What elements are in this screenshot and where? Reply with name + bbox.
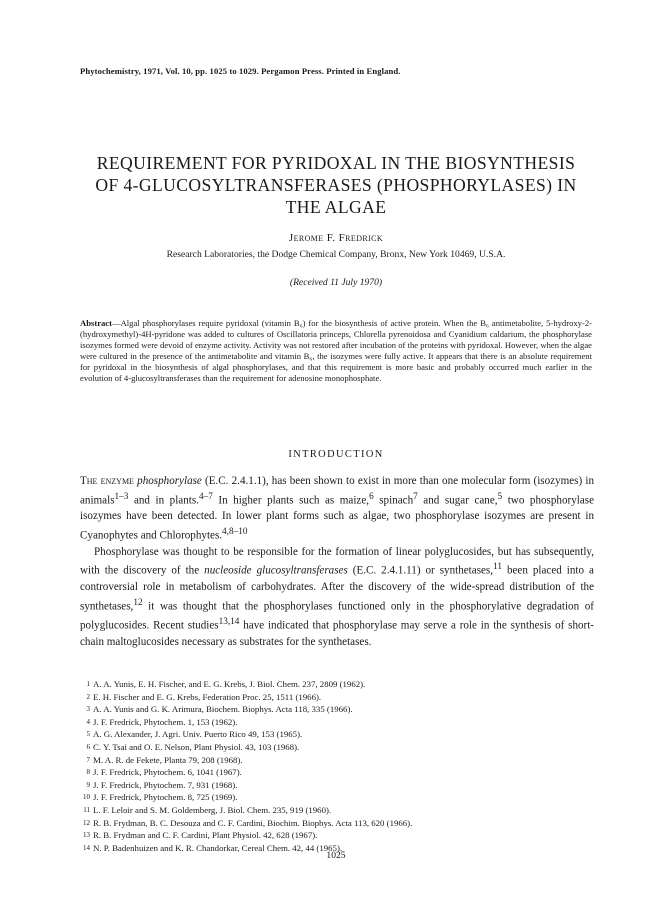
citation-superscript: 5 [497, 491, 503, 502]
reference-text: J. F. Fredrick, Phytochem. 7, 931 (1968). [93, 779, 238, 790]
intro-text: (E.C. 2.4.1.1), has been shown to exist in more than one molecular form (isozymes) in animals [80, 475, 594, 507]
reference-text: R. B. Frydman, B. C. Desouza and C. F. Cardini, Biochim. Biophys. Acta 113, 620 (1966). [93, 817, 413, 828]
reference-item [80, 728, 600, 741]
reference-number: 10 [83, 793, 90, 802]
intro-text: and in plants. [128, 494, 199, 507]
reference-number: 14 [83, 843, 90, 852]
abstract-text: —Algal phosphorylases require pyridoxal (vitamin B₆) for the biosynthesis of active protein. When the B₆ antimetabolite, 5-hydroxy-2-(hydroxymethyl)-4H-pyridone was added to cultures of Oscillatoria princeps, Chlorella pyrenoidosa and Cyanidium caldarium, the phosphorylase isozymes formed were devoid of enzyme activity. Activity was not restored after incubation of the proteins with pyridoxal. However, when the algae were cultured in the presence of the antimetabolite and vitamin B₆, the isozymes were fully active. It appears that there is an absolute requirement for pyridoxal in the biosynthesis of algal phosphorylases, and that this requirement is more basic and probably occurred much earlier in the evolution of 4-glucosyltransferases than the requirement for adenosine monophosphate. [80, 318, 592, 384]
reference-text: M. A. R. de Fekete, Planta 79, 208 (1968). [93, 754, 243, 765]
reference-item [80, 716, 600, 729]
citation-superscript: 4,8–10 [222, 527, 248, 538]
author-affiliation: Research Laboratories, the Dodge Chemical Company, Bronx, New York 10469, U.S.A. [166, 249, 506, 260]
paper-title [70, 152, 602, 218]
journal-header: Phytochemistry, 1971, Vol. 10, pp. 1025 to 1029. Pergamon Press. Printed in England. [80, 66, 401, 76]
reference-number: 3 [86, 705, 90, 714]
intro-text: (E.C. 2.4.1.11) or synthetases, [347, 565, 494, 578]
reference-text: L. F. Leloir and S. M. Goldemberg, J. Biol. Chem. 235, 919 (1960). [93, 804, 332, 815]
intro-text: and sugar cane, [417, 494, 498, 507]
introduction-body [80, 474, 594, 650]
reference-item [80, 779, 600, 792]
reference-number: 9 [86, 780, 90, 789]
reference-text: A. A. Yunis and G. K. Arimura, Biochem. Biophys. Acta 118, 335 (1966). [93, 704, 353, 715]
reference-number: 7 [86, 755, 90, 764]
reference-text: R. B. Frydman and C. F. Cardini, Plant Physiol. 42, 628 (1967). [93, 830, 318, 841]
citation-superscript: 7 [413, 491, 418, 502]
footnote-references [80, 678, 600, 854]
reference-number: 6 [86, 742, 90, 751]
reference-number: 1 [86, 680, 90, 688]
reference-number: 13 [83, 831, 90, 840]
abstract [80, 318, 592, 385]
reference-text: J. F. Fredrick, Phytochem. 6, 1041 (1967). [93, 767, 242, 778]
citation-superscript: 13,14 [218, 617, 240, 628]
reference-item [80, 678, 600, 691]
reference-item [80, 791, 600, 804]
intro-text: been placed into a controversial role in metabolism of carbohydrates. After the discovery of the wide-spread distribution of the synthetases, [80, 565, 594, 613]
intro-text: it was thought that the phosphorylases functioned only in the phosphorylative degradation of polyglucosides. Recent studies [80, 600, 594, 632]
intro-lead-words: The enzyme [80, 475, 134, 487]
intro-term-glucosyltransferases: nucleoside glucosyltransferases [204, 565, 348, 578]
received-date: (Received 11 July 1970) [289, 277, 383, 288]
reference-number: 5 [86, 730, 90, 739]
reference-item [80, 691, 600, 704]
intro-paragraph-2 [80, 545, 594, 651]
section-heading-introduction: INTRODUCTION [288, 449, 384, 460]
citation-superscript: 11 [493, 562, 502, 573]
reference-text: J. F. Fredrick, Phytochem. 1, 153 (1962). [93, 716, 238, 727]
reference-number: 2 [86, 692, 90, 701]
reference-number: 4 [86, 717, 90, 726]
reference-text: A. A. Yunis, E. H. Fischer, and E. G. Krebs, J. Biol. Chem. 237, 2809 (1962). [93, 679, 366, 689]
title-line-3: THE ALGAE [285, 197, 387, 217]
title-line-2: OF 4-GLUCOSYLTRANSFERASES (PHOSPHORYLASES) IN [95, 175, 577, 195]
intro-paragraph-1 [80, 474, 594, 545]
reference-number: 8 [86, 768, 90, 777]
author-name: Jerome F. Fredrick [288, 232, 384, 244]
reference-item [80, 829, 600, 842]
reference-number: 11 [83, 805, 90, 814]
reference-text: J. F. Fredrick, Phytochem. 8, 725 (1969). [93, 792, 238, 803]
reference-item [80, 804, 600, 817]
reference-text: A. G. Alexander, J. Agri. Univ. Puerto Rico 49, 153 (1965). [93, 729, 303, 740]
citation-superscript: 4–7 [198, 491, 213, 502]
citation-superscript: 6 [369, 491, 374, 502]
citation-superscript: 1–3 [114, 491, 129, 502]
intro-text: two phosphorylase isozymes have been detected. In lower plant forms such as algae, two phosphorylase isozymes are present in Cyanophytes and Chlorophytes. [80, 494, 594, 542]
intro-term-phosphorylase: phosphorylase [137, 475, 202, 487]
reference-item [80, 741, 600, 754]
reference-item [80, 766, 600, 779]
reference-number: 12 [83, 818, 90, 827]
reference-item [80, 817, 600, 830]
abstract-label: Abstract [80, 318, 112, 328]
intro-text: spinach [373, 494, 414, 507]
page-number: 1025 [326, 850, 346, 861]
reference-text: E. H. Fischer and E. G. Krebs, Federation Proc. 25, 1511 (1966). [93, 691, 322, 702]
title-line-1: REQUIREMENT FOR PYRIDOXAL IN THE BIOSYNTHESIS [96, 153, 576, 173]
reference-item [80, 703, 600, 716]
reference-text: N. P. Badenhuizen and K. R. Chandorkar, Cereal Chem. 42, 44 (1965). [93, 842, 343, 853]
citation-superscript: 12 [133, 597, 143, 608]
reference-text: C. Y. Tsai and O. E. Nelson, Plant Physiol. 43, 103 (1968). [93, 741, 300, 752]
intro-text: Phosphorylase was thought to be responsible for the formation of linear polyglucosides, but has subsequently, with the discovery of the [80, 545, 594, 578]
intro-text: In higher plants such as maize, [212, 494, 370, 507]
intro-text: have indicated that phosphorylase may serve a role in the synthesis of short-chain maltoglucosides necessary as substrates for the synthetases. [80, 619, 595, 648]
reference-item [80, 754, 600, 767]
